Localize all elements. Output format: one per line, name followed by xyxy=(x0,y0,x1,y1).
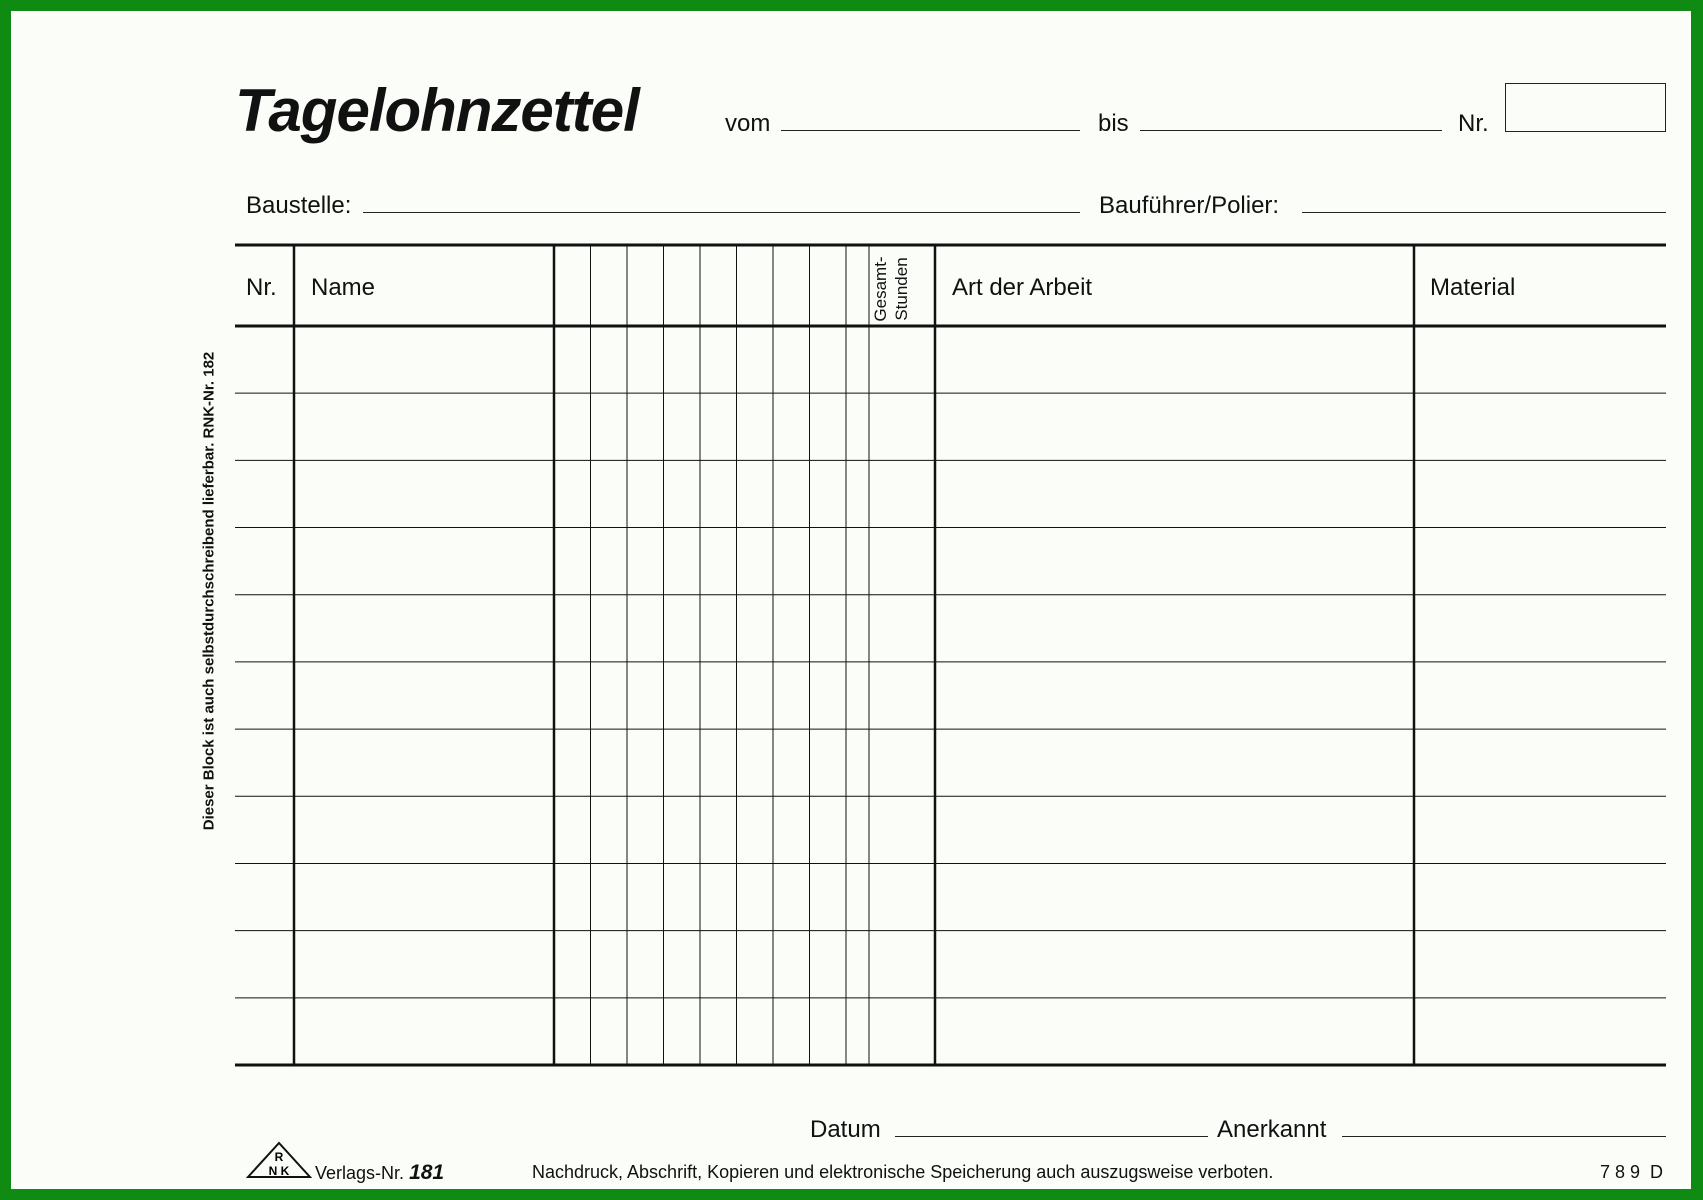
col-header-material: Material xyxy=(1430,274,1516,301)
svg-text:N K: N K xyxy=(268,1164,290,1178)
nr-label: Nr. xyxy=(1458,110,1489,137)
col-header-name: Name xyxy=(311,274,376,301)
bis-label: bis xyxy=(1098,110,1129,137)
copyright-notice: Nachdruck, Abschrift, Kopieren und elektronische Speicherung auch auszugsweise verboten. xyxy=(532,1162,1274,1182)
datum-label: Datum xyxy=(810,1116,881,1143)
col-header-nr: Nr. xyxy=(246,274,277,301)
col-header-art-der-arbeit: Art der Arbeit xyxy=(952,274,1093,301)
gesamt-line1: Gesamt- xyxy=(871,256,890,322)
datum-field[interactable] xyxy=(895,1136,1208,1137)
svg-text:R: R xyxy=(274,1150,284,1164)
baufuehrer-label: Bauführer/Polier: xyxy=(1099,192,1280,219)
form-sheet xyxy=(11,11,1691,1189)
anerkannt-label: Anerkannt xyxy=(1217,1116,1327,1143)
verlags-text: Verlags-Nr. xyxy=(315,1163,405,1183)
baustelle-label: Baustelle: xyxy=(246,192,352,219)
verlags-label xyxy=(315,1161,444,1185)
form-code: 7 8 9 D xyxy=(1600,1162,1664,1182)
side-note-text: Dieser Block ist auch selbstdurchschreibend lieferbar. RNK-Nr. 182 xyxy=(200,351,218,831)
vom-label: vom xyxy=(725,110,771,137)
verlags-number: 181 xyxy=(409,1161,445,1184)
anerkannt-field[interactable] xyxy=(1342,1136,1666,1137)
form-title: Tagelohnzettel xyxy=(235,77,639,144)
gesamt-line2: Stunden xyxy=(892,257,911,321)
timesheet-table-grid xyxy=(11,11,1691,1189)
rnk-logo xyxy=(246,1141,312,1179)
